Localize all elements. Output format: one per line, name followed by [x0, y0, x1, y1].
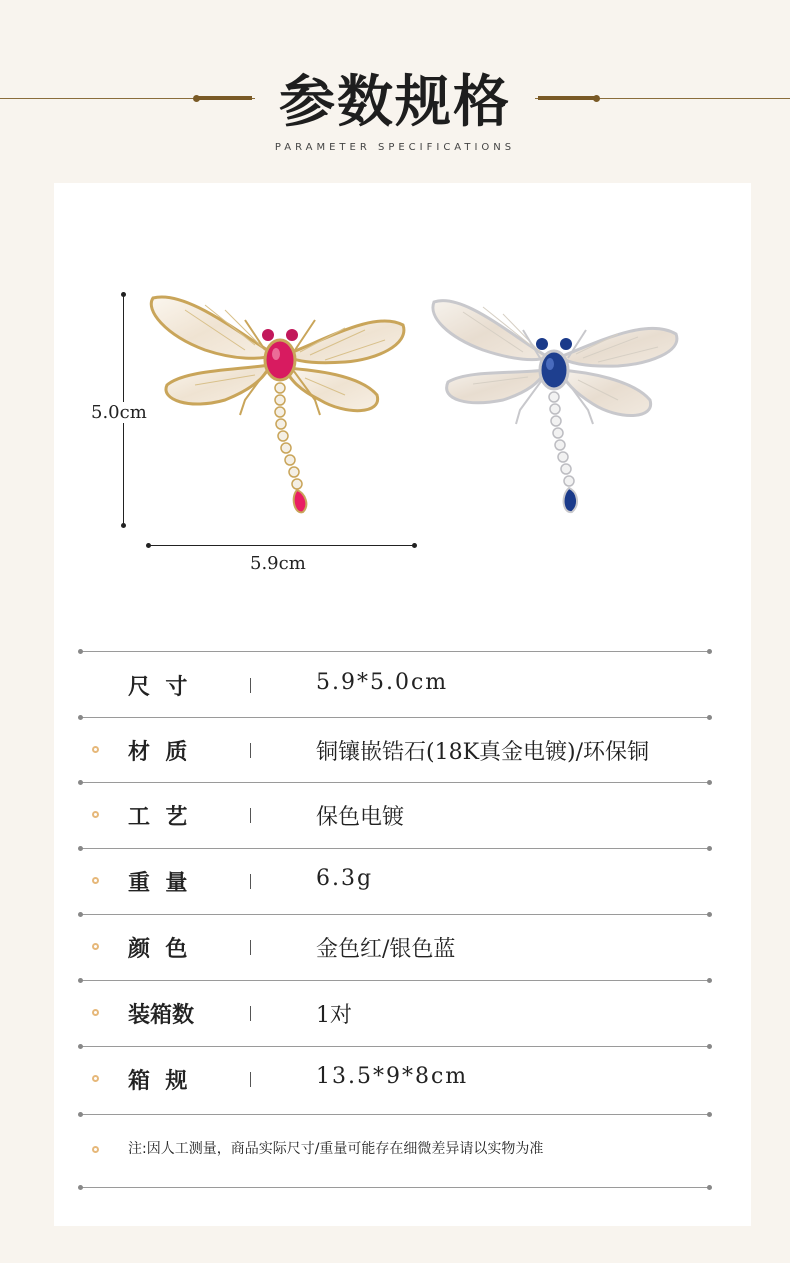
spec-divider	[80, 651, 710, 652]
spec-row-size	[80, 654, 710, 718]
spec-label: 颜 色	[128, 936, 188, 962]
spec-label: 装箱数	[128, 1002, 195, 1028]
spec-row-craft	[80, 784, 710, 848]
spec-label: 尺 寸	[128, 674, 188, 700]
measurement-note: 注:因人工测量，商品实际尺寸/重量可能存在细微差异请以实物为准	[128, 1141, 544, 1157]
height-dimension-dot-bottom	[121, 523, 126, 528]
spec-separator	[250, 940, 251, 955]
spec-divider	[80, 1046, 710, 1047]
spec-separator	[250, 1006, 251, 1021]
spec-separator	[250, 808, 251, 823]
spec-label: 重 量	[128, 870, 188, 896]
width-dimension-dot-right	[412, 543, 417, 548]
page-subtitle: PARAMETER SPECIFICATIONS	[274, 142, 516, 153]
dragonfly-gold-red-image	[145, 290, 410, 520]
width-dimension-line	[148, 545, 415, 546]
spec-divider	[80, 914, 710, 915]
spec-separator	[250, 874, 251, 889]
page-title: 参数规格	[279, 69, 511, 135]
bullet-icon	[92, 1009, 99, 1016]
width-dimension-label: 5.9cm	[250, 553, 306, 574]
spec-separator	[250, 1072, 251, 1087]
spec-divider	[80, 1114, 710, 1115]
width-dimension-dot-left	[146, 543, 151, 548]
spec-separator	[250, 743, 251, 758]
bullet-icon	[92, 943, 99, 950]
spec-divider	[80, 848, 710, 849]
dragonfly-silver-blue-image	[428, 292, 683, 517]
spec-row-box-size	[80, 1048, 710, 1112]
spec-separator	[250, 678, 251, 693]
spec-divider	[80, 717, 710, 718]
spec-row-weight	[80, 850, 710, 914]
spec-value: 1对	[316, 1003, 352, 1028]
spec-label: 材 质	[128, 739, 188, 765]
spec-value: 金色红/银色蓝	[316, 937, 456, 962]
height-dimension-label: 5.0cm	[91, 402, 147, 423]
spec-value: 铜镶嵌锆石(18K真金电镀)/环保铜	[316, 740, 650, 765]
bullet-icon	[92, 746, 99, 753]
spec-value: 6.3g	[316, 866, 374, 891]
spec-divider	[80, 980, 710, 981]
spec-value: 5.9*5.0cm	[316, 670, 449, 695]
spec-value: 13.5*9*8cm	[316, 1064, 469, 1089]
spec-divider	[80, 1187, 710, 1188]
bullet-icon	[92, 1146, 99, 1153]
spec-row-pack-qty	[80, 982, 710, 1046]
spec-label: 箱 规	[128, 1068, 188, 1094]
height-dimension-dot-top	[121, 292, 126, 297]
spec-value: 保色电镀	[316, 805, 405, 830]
spec-label: 工 艺	[128, 804, 188, 830]
bullet-icon	[92, 1075, 99, 1082]
spec-row-material	[80, 719, 710, 783]
spec-divider	[80, 782, 710, 783]
bullet-icon	[92, 877, 99, 884]
bullet-icon	[92, 811, 99, 818]
spec-row-color	[80, 916, 710, 980]
